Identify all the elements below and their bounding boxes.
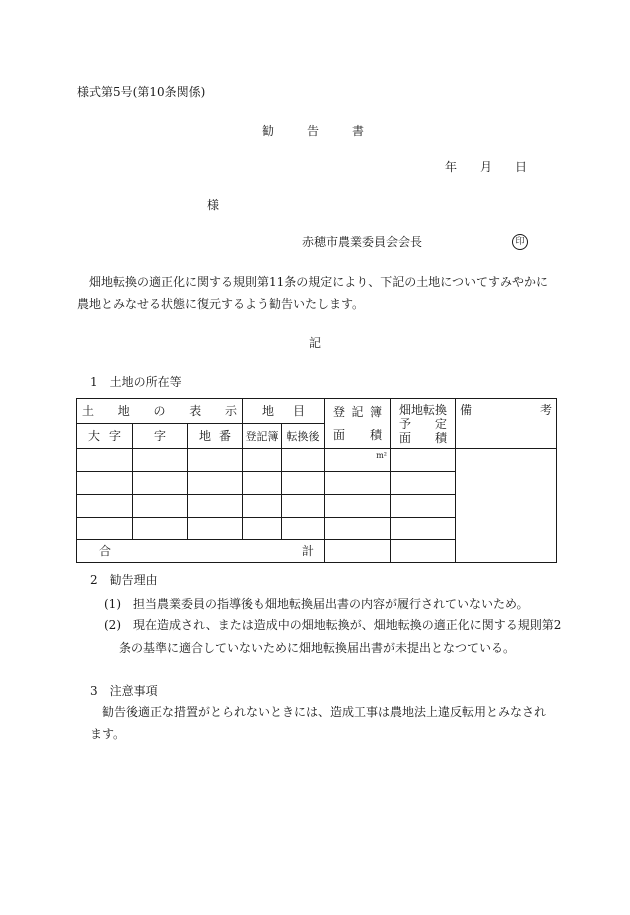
- total-label: [77, 540, 325, 563]
- header-toki-bo: 登記簿: [243, 424, 282, 449]
- remarks-cell: [456, 449, 557, 563]
- header-land-display: [77, 399, 243, 424]
- header-chimoku: [243, 399, 325, 424]
- cell-tenkan-chimoku: [282, 449, 325, 472]
- title-char: 書: [351, 124, 364, 138]
- land-display-char: の: [153, 404, 166, 418]
- area-char: 積: [435, 430, 448, 445]
- land-display-char: 示: [225, 404, 238, 418]
- cell-toki-chimoku: [243, 449, 282, 472]
- total-char: 計: [302, 544, 315, 558]
- chimoku-char: 目: [293, 404, 306, 418]
- reason-item-1: (1) 担当農業委員の指導後も畑地転換届出書の内容が履行されていないため。: [104, 597, 529, 611]
- form-number: 様式第5号(第10条関係): [77, 85, 206, 99]
- land-display-char: 表: [189, 404, 202, 418]
- cell-aza: [133, 449, 188, 472]
- header-toki-area: [325, 399, 391, 449]
- total-char: 合: [99, 544, 112, 558]
- area-char: 面: [399, 430, 412, 445]
- date-day: 日: [515, 160, 528, 174]
- tenkan-plan-label: 畑地転換: [399, 402, 448, 417]
- chiban-char: 地: [199, 429, 212, 443]
- total-toki-area: [325, 540, 391, 563]
- header-tenkan-go: 転換後: [282, 424, 325, 449]
- ki-heading: 記: [309, 336, 322, 350]
- toki-char: 記: [351, 405, 364, 419]
- cell-chiban: [188, 449, 243, 472]
- date-month: 月: [480, 160, 493, 174]
- header-chiban: [188, 424, 243, 449]
- remarks-char: 考: [540, 403, 553, 417]
- total-plan-area: [391, 540, 456, 563]
- header-oaza: [77, 424, 133, 449]
- intro-paragraph: 畑地転換の適正化に関する規則第11条の規定により、下記の土地についてすみやかに農地とみなせる状態に復元するよう勧告いたします。: [77, 275, 549, 311]
- area-char: 積: [370, 428, 383, 442]
- area-char: 面: [333, 428, 346, 442]
- land-display-char: 地: [117, 404, 130, 418]
- seal-mark: [512, 234, 528, 250]
- table-row: [77, 449, 557, 472]
- oaza-char: 大: [88, 429, 101, 443]
- land-table: [76, 398, 557, 563]
- notice-paragraph: 勧告後適正な措置がとられないときには、造成工事は農地法上違反転用とみなされます。: [90, 705, 547, 741]
- oaza-char: 字: [108, 429, 121, 443]
- toki-char: 登: [333, 405, 346, 419]
- date-year: 年: [445, 160, 458, 174]
- remarks-char: 備: [460, 403, 473, 417]
- cell-oaza: [77, 449, 133, 472]
- title-char: 勧: [262, 124, 275, 138]
- toki-char: 簿: [369, 405, 382, 419]
- seal-char: 印: [515, 236, 525, 247]
- land-display-char: 土: [82, 404, 95, 418]
- issuer-name: 赤穂市農業委員会会長: [302, 235, 423, 249]
- document-title: [262, 125, 364, 137]
- section3-title: 3 注意事項: [90, 684, 158, 698]
- cell-plan-area: [391, 449, 456, 472]
- section2-title: 2 勧告理由: [90, 573, 158, 587]
- header-remarks: [456, 399, 557, 449]
- section1-title: 1 土地の所在等: [90, 375, 182, 389]
- addressee-suffix: 様: [207, 198, 220, 212]
- plan-char: 定: [435, 416, 448, 431]
- area-unit: m²: [325, 449, 391, 472]
- header-aza: 字: [133, 424, 188, 449]
- title-char: 告: [306, 124, 319, 138]
- reason-item-2-line1: (2) 現在造成され、または造成中の畑地転換が、畑地転換の適正化に関する規則第2: [104, 618, 562, 632]
- plan-char: 予: [399, 416, 412, 431]
- chiban-char: 番: [219, 429, 232, 443]
- reason-item-2-line2: 条の基準に適合していないために畑地転換届出書が未提出となつている。: [119, 641, 516, 655]
- chimoku-char: 地: [262, 404, 275, 418]
- header-tenkan-plan: [391, 399, 456, 449]
